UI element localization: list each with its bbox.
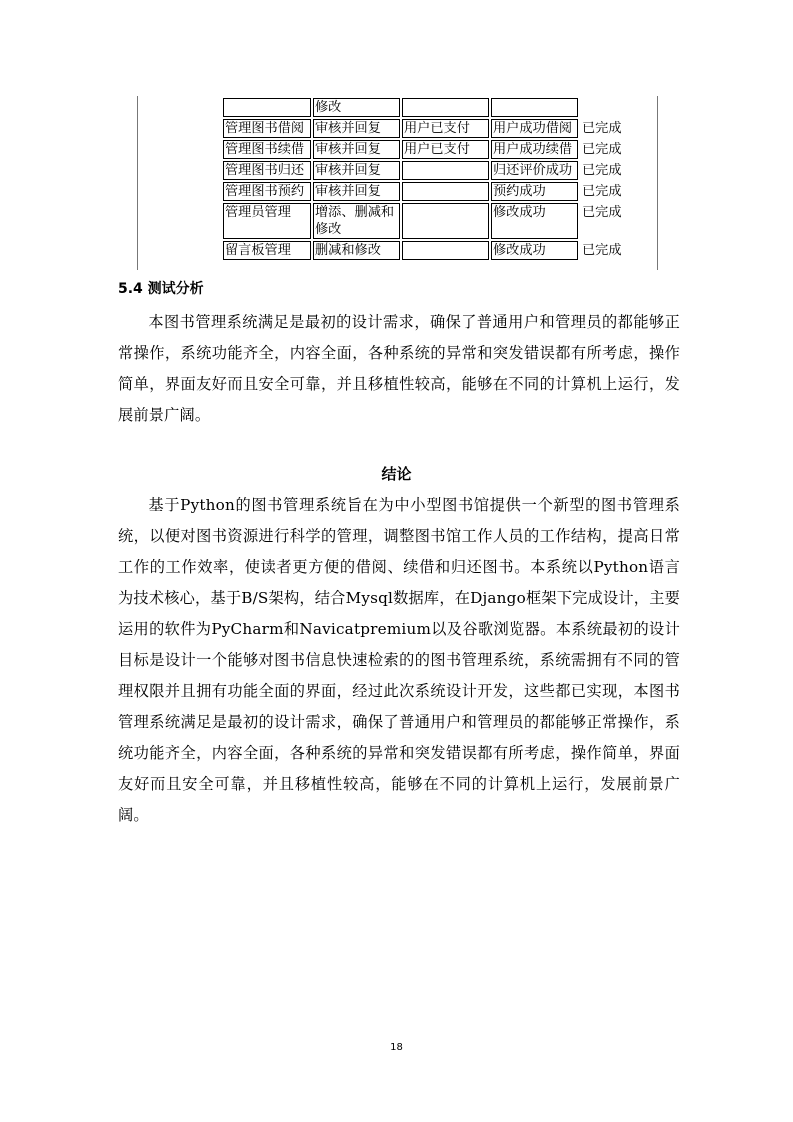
- table-cell: 审核并回复: [313, 182, 400, 201]
- table-cell: 审核并回复: [313, 140, 400, 159]
- table-cell: 管理员管理: [223, 203, 311, 239]
- table-cell: 已完成: [582, 163, 622, 178]
- table-cell: 已完成: [582, 184, 622, 199]
- table-cell: 归还评价成功: [491, 161, 578, 180]
- conclusion-title: 结论: [381, 465, 412, 483]
- table-cell: 已完成: [582, 121, 622, 136]
- test-results-table: [221, 96, 630, 262]
- table-cell: 删减和修改: [313, 241, 400, 260]
- table-cell: 管理图书借阅: [223, 119, 311, 138]
- table-cell: 预约成功: [491, 182, 578, 201]
- table-cell: [402, 98, 489, 117]
- table-cell: 用户成功借阅: [491, 119, 578, 138]
- table-left-rule: [137, 96, 138, 270]
- test-results-table-body: [223, 98, 628, 260]
- table-row: [223, 140, 628, 159]
- table-cell: 增添、删减和修改: [313, 203, 400, 239]
- page-number: 18: [390, 1042, 403, 1053]
- table-row: [223, 182, 628, 201]
- table-row: [223, 161, 628, 180]
- test-analysis-paragraph: 本图书管理系统满足是最初的设计需求，确保了普通用户和管理员的都能够正常操作，系统功能齐全，内容全面，各种系统的异常和突发错误都有所考虑，操作简单，界面友好而且安全可靠，并且移植性较高，能够在不同的计算机上运行，发展前景广阔。: [118, 313, 680, 424]
- section-heading: 5.4 测试分析: [118, 281, 204, 297]
- table-row: [223, 241, 628, 260]
- table-cell: 已完成: [582, 205, 622, 220]
- table-cell: [402, 203, 489, 239]
- table-cell: 已完成: [582, 243, 622, 258]
- table-cell: 修改: [313, 98, 400, 117]
- table-cell: 审核并回复: [313, 161, 400, 180]
- table-cell: [580, 98, 628, 117]
- table-cell: 留言板管理: [223, 241, 311, 260]
- conclusion-paragraph: 基于Python的图书管理系统旨在为中小型图书馆提供一个新型的图书管理系统，以便对图书资源进行科学的管理，调整图书馆工作人员的工作结构，提高日常工作的工作效率，使读者更方便的借阅、续借和归还图书。本系统以Python语言为技术核心，基于B/S架构，结合Mysql数据库，在Django框架下完成设计，主要运用的软件为PyCharm和Navicatpremium以及谷歌浏览器。本系统最初的设计目标是设计一个能够对图书信息快速检索的的图书管理系统，系统需拥有不同的管理权限并且拥有功能全面的界面，经过此次系统设计开发，这些都已实现，本图书管理系统满足是最初的设计需求，确保了普通用户和管理员的都能够正常操作，系统功能齐全，内容全面，各种系统的异常和突发错误都有所考虑，操作简单，界面友好而且安全可靠，并且移植性较高，能够在不同的计算机上运行，发展前景广阔。: [118, 496, 680, 824]
- table-cell: 修改成功: [491, 203, 578, 239]
- table-cell: 用户已支付: [402, 119, 489, 138]
- table-row: [223, 203, 628, 239]
- table-cell: 审核并回复: [313, 119, 400, 138]
- table-row: [223, 98, 628, 117]
- table-cell: [402, 182, 489, 201]
- table-cell: [223, 98, 311, 117]
- table-cell: 管理图书预约: [223, 182, 311, 201]
- table-row: [223, 119, 628, 138]
- table-cell: 已完成: [582, 142, 622, 157]
- table-cell: 用户成功续借: [491, 140, 578, 159]
- table-cell: 管理图书归还: [223, 161, 311, 180]
- table-cell: 用户已支付: [402, 140, 489, 159]
- table-cell: 修改成功: [491, 241, 578, 260]
- table-cell: [402, 161, 489, 180]
- table-cell: 管理图书续借: [223, 140, 311, 159]
- table-cell: [491, 98, 578, 117]
- table-right-rule: [657, 96, 658, 270]
- table-cell: [402, 241, 489, 260]
